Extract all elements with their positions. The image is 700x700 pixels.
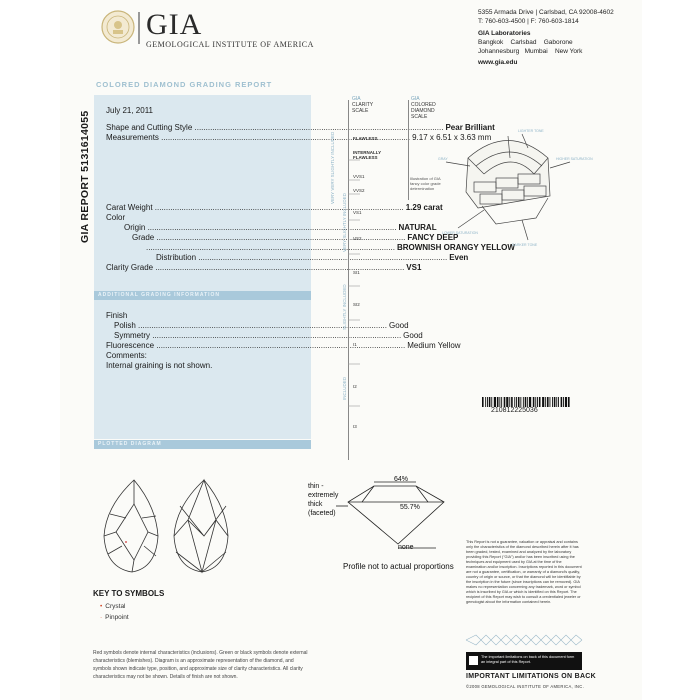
- shape-row: [106, 123, 495, 133]
- labs-row-1: Bangkok Carlsbad Gaborone: [478, 39, 573, 46]
- barcode-bar: [494, 397, 496, 407]
- barcode-bar: [482, 397, 484, 407]
- notice-box: [466, 652, 582, 670]
- barcode-bar: [504, 397, 506, 407]
- color-scale-title-3: DIAMOND: [411, 108, 435, 114]
- fluorescence-label: Fluorescence .....: [106, 341, 405, 351]
- symmetry-row: [106, 331, 423, 341]
- key-item-crystal-label: Crystal: [105, 603, 126, 610]
- barcode-bar: [506, 397, 508, 407]
- svg-text:DARKER TONE: DARKER TONE: [512, 243, 538, 247]
- fluorescence-value: Medium Yellow: [407, 341, 461, 350]
- grade-label: Grade .....: [132, 233, 405, 243]
- color-label: Color: [106, 213, 126, 222]
- measurements-label: Measurements .....: [106, 133, 410, 143]
- proportion-diagram: [336, 472, 456, 552]
- gia-seal-icon: [101, 10, 135, 44]
- barcode-bar: [550, 397, 551, 407]
- barcode-bar: [501, 397, 502, 407]
- svg-text:HIGHER SATURATION: HIGHER SATURATION: [556, 157, 593, 161]
- measurements-value: 9.17 x 6.51 x 3.63 mm: [412, 133, 492, 142]
- plotted-diagram-bar: [94, 440, 311, 449]
- copyright: ©2008 GEMOLOGICAL INSTITUTE OF AMERICA, INC.: [466, 684, 585, 689]
- report-title: COLORED DIAMOND GRADING REPORT: [96, 80, 273, 89]
- notice-text: The important limitations on back of this document form an integral part of this Report.: [481, 655, 575, 664]
- distribution-row: [106, 253, 469, 263]
- barcode-bar: [552, 397, 553, 407]
- side-label-si: SLIGHTLY INCLUDED: [342, 284, 347, 330]
- grade-i1: I1: [353, 342, 357, 347]
- origin-row: [106, 223, 437, 233]
- depth-percent: 55.7%: [400, 504, 420, 511]
- clarity-scale-title-3: SCALE: [352, 108, 369, 114]
- comments-value: Internal graining is not shown.: [106, 361, 213, 370]
- origin-value: NATURAL: [398, 223, 437, 232]
- clarity-ticks: [344, 130, 364, 450]
- clarity-label: Clarity Grade .....: [106, 263, 404, 273]
- barcode-bar: [539, 397, 541, 407]
- grade-i3: I3: [353, 424, 357, 429]
- security-pattern: [466, 634, 582, 646]
- table-percent: 64%: [394, 476, 409, 483]
- clarity-scale-title-2: CLARITY: [352, 102, 374, 108]
- barcode-bar: [485, 397, 486, 407]
- barcode-bar: [568, 397, 570, 407]
- barcode-bar: [514, 397, 515, 407]
- logo-divider: [138, 12, 140, 44]
- barcode-icon: [482, 397, 570, 407]
- grade-value-2: BROWNISH ORANGY YELLOW: [396, 243, 515, 252]
- barcode-bar: [525, 397, 527, 407]
- color-scale-title-4: SCALE: [411, 114, 428, 120]
- barcode-bar: [565, 397, 567, 407]
- barcode-bar: [561, 397, 563, 407]
- barcode-bar: [523, 397, 524, 407]
- comments-label: Comments:: [106, 351, 147, 360]
- color-scale-title-1: GIA: [411, 96, 420, 102]
- grade-vvs1: VVS1: [353, 174, 365, 179]
- grade-si1: SI1: [353, 270, 360, 275]
- barcode-bar: [556, 397, 557, 407]
- symmetry-value: Good: [403, 331, 423, 340]
- symmetry-label: Symmetry .....: [114, 331, 401, 341]
- color-scale-line: [408, 100, 409, 200]
- barcode-number: 210812225036: [491, 407, 538, 414]
- barcode-bar: [527, 397, 528, 407]
- barcode-bar: [497, 397, 499, 407]
- grade-vvs2: VVS2: [353, 188, 365, 193]
- barcode-bar: [558, 397, 559, 407]
- color-scale-title-2: COLORED: [411, 102, 436, 108]
- grade-vs2: VS2: [353, 236, 362, 241]
- additional-info-bar: [94, 291, 311, 300]
- barcode-bar: [542, 397, 544, 407]
- pinpoint-symbol-icon: ·: [100, 614, 103, 621]
- key-item-pinpoint-label: Pinpoint: [105, 614, 129, 621]
- girdle-label: thin - extremely thick (faceted): [308, 483, 339, 517]
- grade-flawless: FLAWLESS: [353, 136, 378, 141]
- shape-label: Shape and Cutting Style .....: [106, 123, 443, 133]
- key-footnote: Red symbols denote internal characteristics (inclusions). Green or black symbols denote external characteristics (blemishes). Diagram is an approximate representation of the diamond, and symbols shown indicate type, position, and approximate size of clarity characteristics. All clarity characteristics may not be shown. Details of finish are not shown.: [93, 650, 308, 680]
- address-block: [478, 8, 638, 67]
- grade-row-2: [106, 243, 515, 253]
- barcode-bar: [554, 397, 556, 407]
- color-scale-title: [411, 96, 436, 120]
- svg-text:GRAY: GRAY: [438, 157, 448, 161]
- labs-title: GIA Laboratories: [478, 30, 531, 37]
- clarity-scale-title-1: GIA: [352, 96, 361, 102]
- profile-caption: Profile not to actual proportions: [343, 562, 454, 571]
- grade-value: FANCY DEEP: [407, 233, 459, 242]
- phone-line: T: 760-603-4500 | F: 760-603-1814: [478, 18, 579, 25]
- labs-row-2: Johannesburg Mumbai New York: [478, 48, 583, 55]
- carat-label: Carat Weight .....: [106, 203, 404, 213]
- legal-body: This Report is not a guarantee, valuation or appraisal and contains only the characteristics of the diamond described herein after it has been graded, tested, examined and analyzed by the laboratory providing this Report ("GIA") and/or has been inscribed using the techniques and equipment used by GIA at the time of the examination and/or inscription. Inscriptions reported in this document are not a guarantee, certification, or warranty of a diamond's quality, country of origin or source, or that the diamond will be identifiable by the inscription in the future (since inscriptions can be removed). GIA makes no representation concerning any trademark, word or symbol which is inscribed by GIA or which is identified on this Report. The recipient of this Report may wish to consult a credentialed jeweler or gemologist about the information contained herein.: [466, 540, 582, 604]
- side-label-vs: VERY SLIGHTLY INCLUDED: [342, 193, 347, 252]
- barcode-bar: [537, 397, 538, 407]
- carat-value: 1.29 carat: [405, 203, 443, 212]
- barcode-bar: [563, 397, 564, 407]
- website[interactable]: www.gia.edu: [478, 59, 518, 66]
- barcode-bar: [511, 397, 513, 407]
- barcode-bar: [516, 397, 517, 407]
- polish-label: Polish .....: [114, 321, 387, 331]
- distribution-value: Even: [449, 253, 469, 262]
- grade-vs1: VS1: [353, 210, 362, 215]
- color-scale-diagram: [438, 128, 593, 248]
- grade-i2: I2: [353, 384, 357, 389]
- report-date: July 21, 2011: [106, 106, 153, 115]
- additional-fields: [106, 311, 461, 371]
- additional-info-title: ADDITIONAL GRADING INFORMATION: [98, 292, 221, 298]
- clarity-value: VS1: [406, 263, 422, 272]
- plot-diagrams: [96, 476, 276, 576]
- barcode-bar: [499, 397, 500, 407]
- side-label-i: INCLUDED: [342, 376, 347, 400]
- notice-icon: [469, 656, 478, 665]
- key-item-crystal: [100, 603, 126, 610]
- barcode-bar: [520, 397, 521, 407]
- fluorescence-row: [106, 341, 461, 351]
- institute-name: GEMOLOGICAL INSTITUTE OF AMERICA: [146, 40, 314, 49]
- svg-text:LOWER SATURATION: LOWER SATURATION: [442, 231, 478, 235]
- side-label-vvs: VERY VERY SLIGHTLY INCLUDED: [330, 131, 335, 204]
- barcode-bar: [547, 397, 549, 407]
- report-number-vertical: GIA REPORT 5131614055: [79, 110, 91, 243]
- barcode-bar: [545, 397, 546, 407]
- color-scale-note: Illustration of GIA fancy color grade determination: [410, 176, 441, 191]
- culet-label: none: [398, 544, 414, 551]
- crystal-symbol-icon: •: [100, 603, 103, 610]
- svg-text:LIGHTER TONE: LIGHTER TONE: [518, 129, 544, 133]
- finish-label: Finish: [106, 311, 128, 320]
- barcode-bar: [487, 397, 488, 407]
- clarity-scale-title: [352, 96, 373, 114]
- polish-value: Good: [388, 321, 409, 330]
- shape-value: Pear Brilliant: [445, 123, 495, 132]
- barcode-bar: [518, 397, 520, 407]
- polish-row: [106, 321, 409, 331]
- important-limitations: IMPORTANT LIMITATIONS ON BACK: [466, 673, 597, 680]
- barcode-bar: [529, 397, 531, 407]
- grade-internally-flawless: INTERNALLY FLAWLESS: [353, 150, 382, 160]
- barcode-bar: [533, 397, 535, 407]
- key-title: KEY TO SYMBOLS: [93, 589, 165, 598]
- barcode-bar: [509, 397, 510, 407]
- barcode-bar: [535, 397, 536, 407]
- barcode-bar: [491, 397, 492, 407]
- origin-label: Origin .....: [124, 223, 397, 233]
- distribution-label: Distribution .....: [156, 253, 447, 263]
- plotted-diagram-title: PLOTTED DIAGRAM: [98, 441, 162, 447]
- key-item-pinpoint: [100, 614, 129, 621]
- barcode-bar: [489, 397, 491, 407]
- gia-logo-text: GIA: [146, 8, 203, 41]
- grade-si2: SI2: [353, 302, 360, 307]
- address-line: 5355 Armada Drive | Carlsbad, CA 92008-4602: [478, 9, 614, 16]
